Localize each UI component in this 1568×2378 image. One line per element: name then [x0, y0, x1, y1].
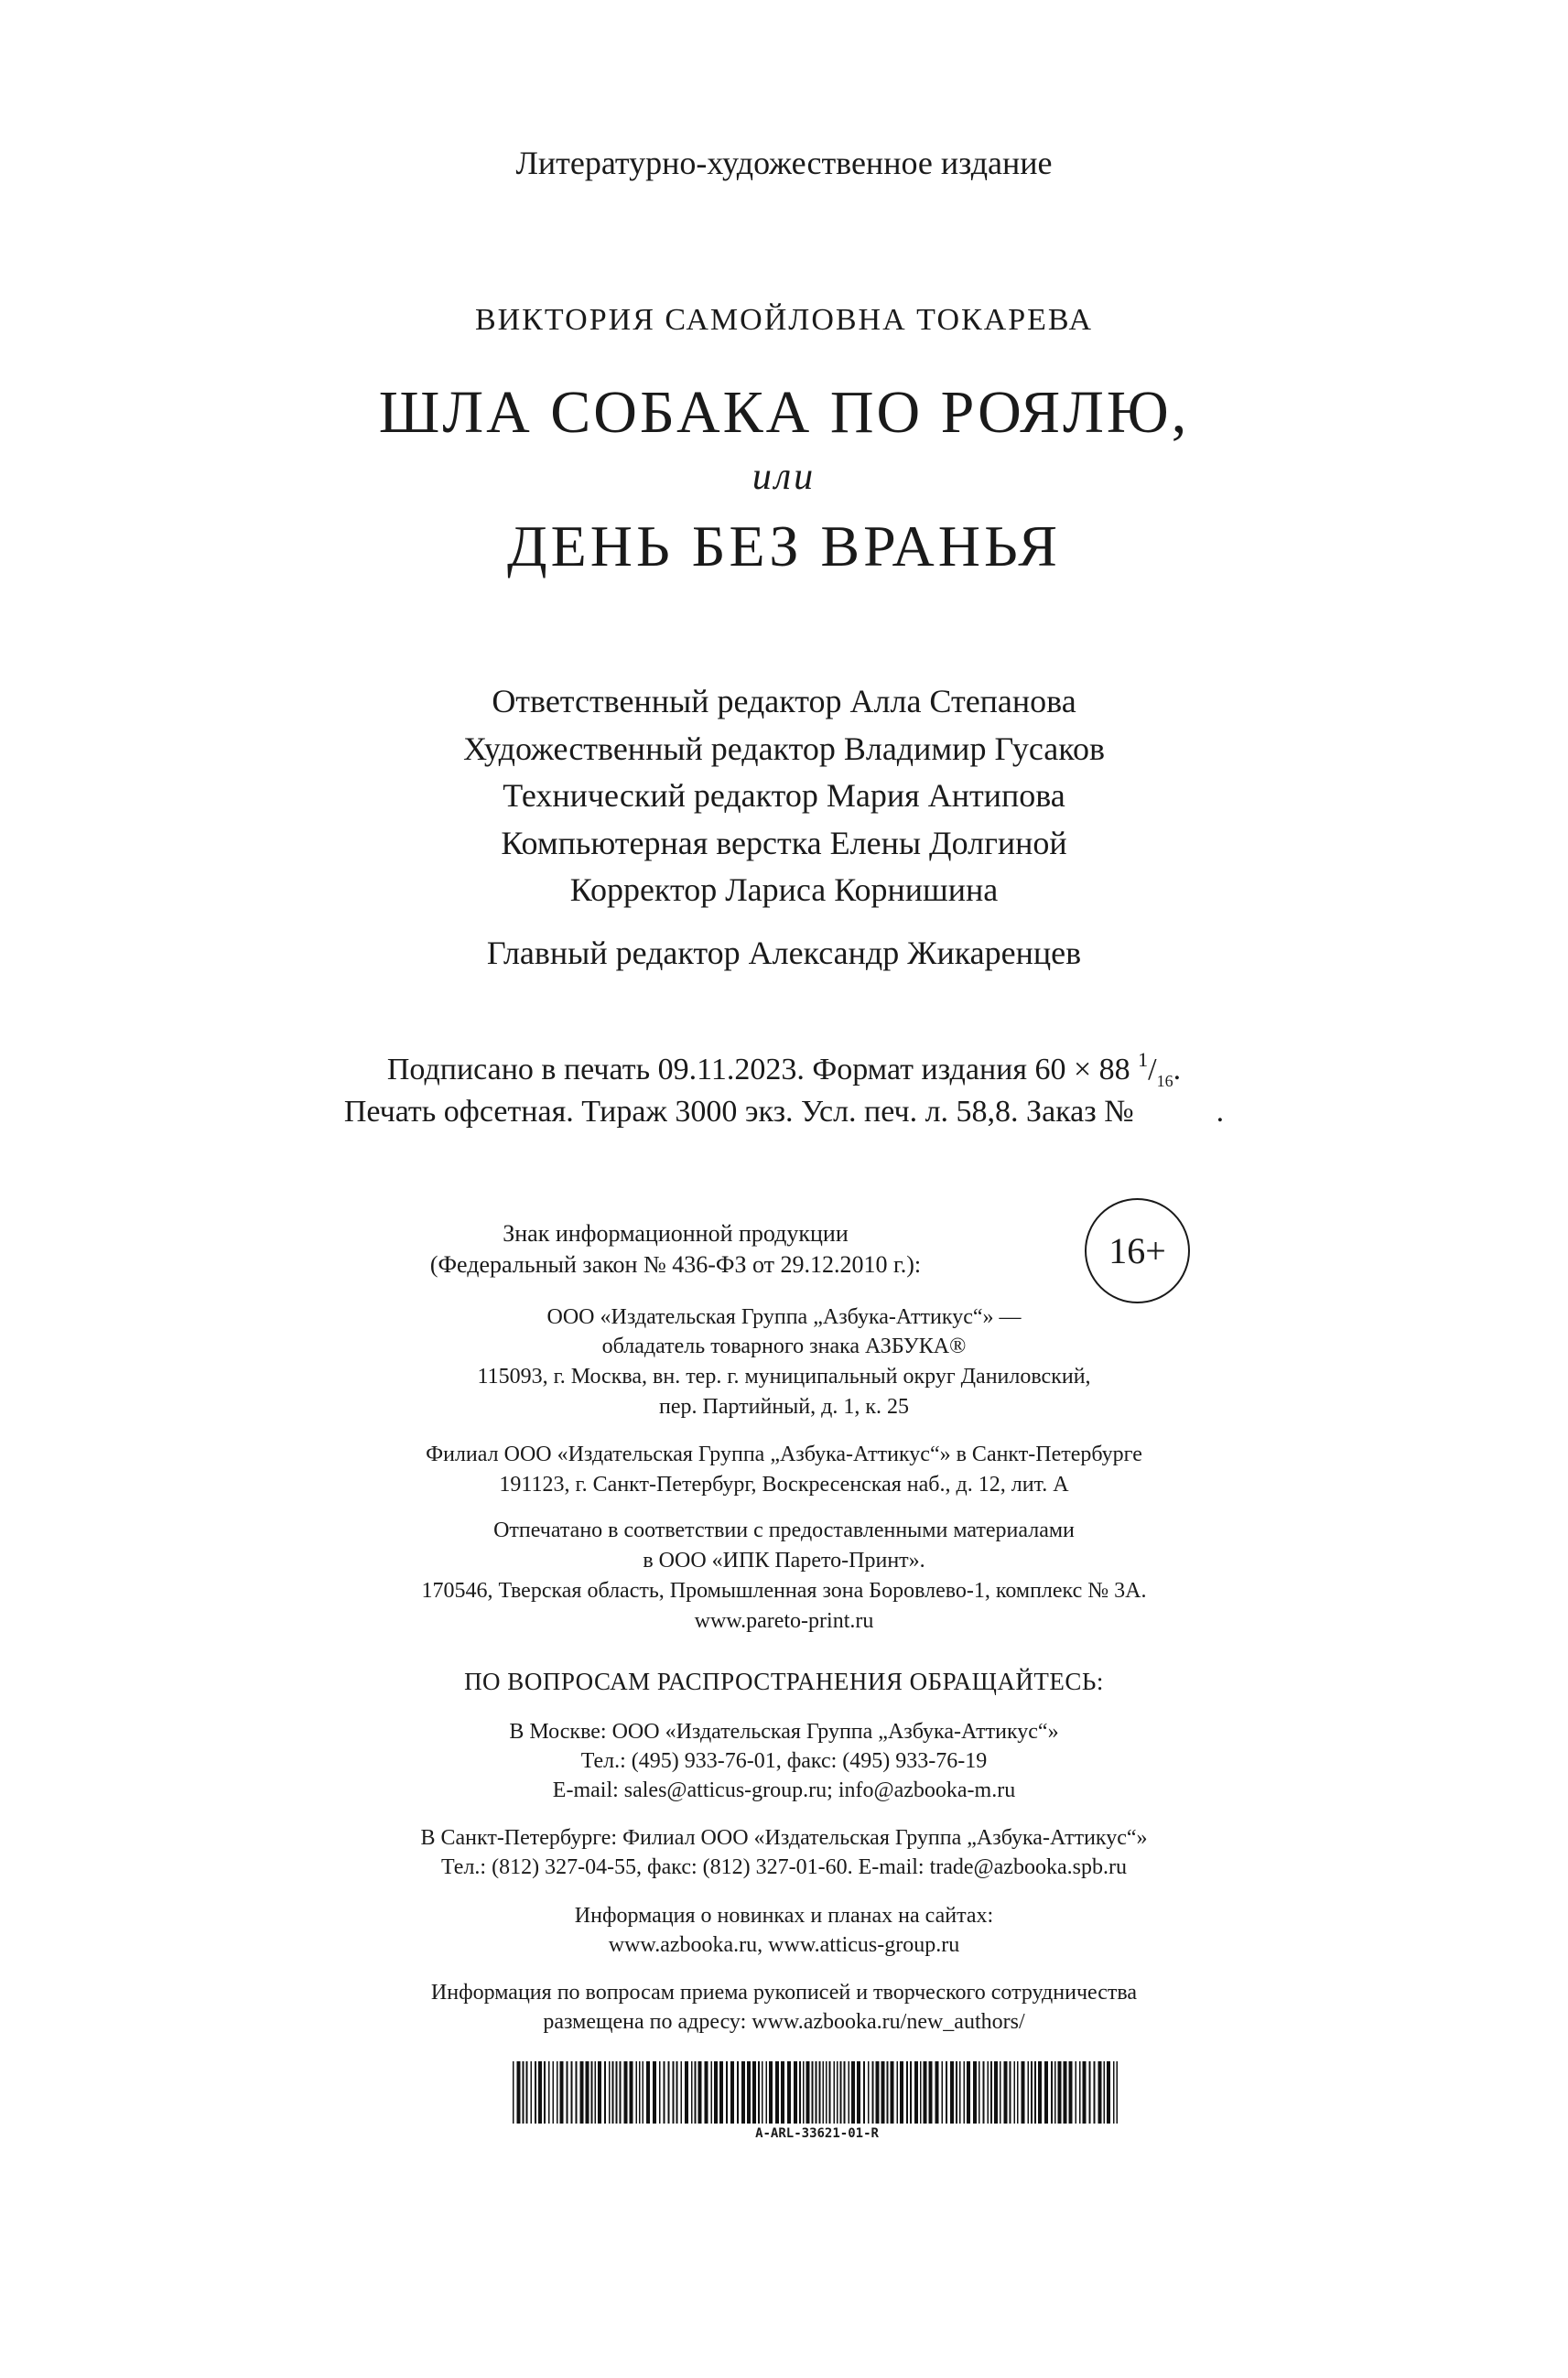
age-rating-badge-text: 16+: [1108, 1230, 1166, 1271]
distribution-moscow-line2: Тел.: (495) 933-76-01, факс: (495) 933-76-19: [580, 1749, 988, 1773]
barcode-bar: [646, 2061, 650, 2124]
barcode-bar: [920, 2061, 922, 2124]
credit-responsible-editor: Ответственный редактор Алла Степанова: [492, 683, 1076, 719]
barcode-bar: [775, 2061, 779, 2124]
barcode-bar: [1058, 2061, 1062, 2124]
barcode-bar: [523, 2061, 524, 2124]
barcode-bar: [595, 2061, 597, 2124]
barcode-bar: [834, 2061, 836, 2124]
age-rating-line1: Знак информационной продукции: [503, 1220, 849, 1247]
barcode-bar: [653, 2061, 656, 2124]
barcode-bar: [803, 2061, 805, 2124]
barcode-bar: [887, 2061, 889, 2124]
distribution-heading: ПО ВОПРОСАМ РАСПРОСТРАНЕНИЯ ОБРАЩАЙТЕСЬ:: [464, 1668, 1104, 1695]
barcode-bar: [990, 2061, 992, 2124]
barcode-bar: [531, 2061, 533, 2124]
barcode-bar: [544, 2061, 546, 2124]
barcode-bar: [1051, 2061, 1053, 2124]
barcode-bar: [964, 2061, 966, 2124]
barcode-bar: [711, 2061, 713, 2124]
barcode-bar: [819, 2061, 821, 2124]
barcode-bar: [517, 2061, 521, 2124]
publisher-line4: пер. Партийный, д. 1, к. 25: [658, 1395, 910, 1419]
barcode-bar: [616, 2061, 618, 2124]
barcode-bar: [769, 2061, 773, 2124]
barcode-bar: [876, 2061, 880, 2124]
barcode-bar: [1028, 2061, 1030, 2124]
publisher-line1: ООО «Издательская Группа „Азбука-Аттикус“» —: [546, 1305, 1022, 1329]
barcode-bar: [1014, 2061, 1016, 2124]
credit-art-editor: Художественный редактор Владимир Гусаков: [463, 730, 1105, 767]
barcode-bar: [994, 2061, 998, 2124]
barcode-bar: [910, 2061, 912, 2124]
barcode-bar: [719, 2061, 723, 2124]
barcode-bar: [535, 2061, 536, 2124]
barcode-bar: [620, 2061, 622, 2124]
book-title-or: или: [752, 456, 816, 498]
barcode-bar: [1069, 2061, 1073, 2124]
barcode-bar: [942, 2061, 944, 2124]
publisher-line3: 115093, г. Москва, вн. тер. г. муниципальный округ Даниловский,: [477, 1365, 1091, 1389]
barcode-bar: [967, 2061, 970, 2124]
barcode-bar: [737, 2061, 739, 2124]
barcode-bar: [659, 2061, 661, 2124]
barcode-bar: [695, 2061, 697, 2124]
barcode-bar: [691, 2061, 693, 2124]
barcode-bar: [863, 2061, 865, 2124]
barcode-bar: [881, 2061, 885, 2124]
age-rating-block: [0, 1194, 1568, 1295]
barcode-bar: [553, 2061, 555, 2124]
barcode-label: A-ARL-33621-01-R: [755, 2126, 879, 2141]
barcode-bar: [959, 2061, 961, 2124]
chief-editor: Главный редактор Александр Жикаренцев: [486, 935, 1082, 971]
edition-type: Литературно-художественное издание: [515, 145, 1053, 181]
barcode-bar: [1010, 2061, 1011, 2124]
barcode-bar: [1000, 2061, 1001, 2124]
barcode-bar: [988, 2061, 989, 2124]
manuscripts-line2: размещена по адресу: www.azbooka.ru/new_authors/: [543, 2010, 1025, 2034]
author-name: ВИКТОРИЯ САМОЙЛОВНА ТОКАРЕВА: [474, 303, 1094, 337]
barcode-bar: [1022, 2061, 1025, 2124]
barcode-bar: [698, 2061, 702, 2124]
barcode-bar: [557, 2061, 558, 2124]
credit-proofreader: Корректор Лариса Корнишина: [569, 871, 999, 908]
barcode-bar: [762, 2061, 763, 2124]
barcode-bar: [812, 2061, 814, 2124]
barcode-bar: [806, 2061, 810, 2124]
barcode-bar: [705, 2061, 708, 2124]
barcode-bar: [1004, 2061, 1008, 2124]
print-info-line2-end: .: [1216, 1095, 1225, 1129]
barcode-bar: [799, 2061, 801, 2124]
distribution-spb-line1: В Санкт-Петербурге: Филиал ООО «Издательская Группа „Азбука-Аттикус“»: [420, 1826, 1148, 1850]
barcode-bar: [851, 2061, 855, 2124]
websites-line1: Информация о новинках и планах на сайтах:: [574, 1904, 994, 1928]
barcode-bar: [681, 2061, 683, 2124]
printer-line2: в ООО «ИПК Парето-Принт».: [643, 1549, 925, 1573]
barcode-bar: [979, 2061, 980, 2124]
barcode-bar: [567, 2061, 568, 2124]
barcode-bar: [868, 2061, 870, 2124]
barcode-bar: [872, 2061, 874, 2124]
barcode-bar: [766, 2061, 768, 2124]
barcode-bar: [956, 2061, 957, 2124]
barcode-bar: [643, 2061, 644, 2124]
barcode-bar: [1064, 2061, 1067, 2124]
barcode-bar: [526, 2061, 528, 2124]
barcode-bar: [935, 2061, 939, 2124]
barcode-bar: [676, 2061, 678, 2124]
barcode-bar: [609, 2061, 611, 2124]
barcode-bar: [758, 2061, 760, 2124]
barcode-bar: [636, 2061, 638, 2124]
barcode-bar: [685, 2061, 688, 2124]
barcode-bar: [816, 2061, 817, 2124]
barcode-bar: [604, 2061, 606, 2124]
print-info-line2-text: Печать офсетная. Тираж 3000 экз. Усл. печ. л. 58,8. Заказ №: [343, 1095, 1134, 1129]
barcode-bar: [897, 2061, 899, 2124]
print-info-line2: [0, 1097, 1568, 1128]
barcode-bar: [840, 2061, 842, 2124]
format-fraction-numerator: 1: [1138, 1048, 1149, 1071]
barcode-bar: [1094, 2061, 1096, 2124]
barcode-bar: [741, 2061, 745, 2124]
print-info-line1-end: .: [1173, 1053, 1182, 1086]
barcode-bar: [630, 2061, 633, 2124]
barcode-bar: [1038, 2061, 1042, 2124]
printer-line3: 170546, Тверская область, Промышленная зона Боровлево-1, комплекс № 3А.: [421, 1579, 1147, 1603]
barcode-bar: [548, 2061, 550, 2124]
age-rating-badge: [1085, 1198, 1190, 1303]
barcode-bar: [1076, 2061, 1077, 2124]
barcode-bar: [538, 2061, 542, 2124]
barcode-bar: [624, 2061, 628, 2124]
barcode-bar: [747, 2061, 751, 2124]
barcode-bar: [1017, 2061, 1019, 2124]
barcode-bar: [900, 2061, 903, 2124]
printer-website: www.pareto-print.ru: [694, 1609, 874, 1633]
distribution-moscow-line3: E-mail: sales@atticus-group.ru; info@azbooka-m.ru: [552, 1778, 1016, 1802]
barcode-bar: [668, 2061, 670, 2124]
barcode-bar: [781, 2061, 784, 2124]
barcode-bar: [950, 2061, 954, 2124]
barcode-bar: [576, 2061, 578, 2124]
print-info-line1-text: Подписано в печать 09.11.2023. Формат издания 60 × 88: [386, 1053, 1139, 1086]
book-title-line1: ШЛА СОБАКА ПО РОЯЛЮ,: [378, 379, 1190, 446]
barcode-bar: [1117, 2061, 1119, 2124]
barcode-bar: [714, 2061, 718, 2124]
barcode-bar: [1031, 2061, 1033, 2124]
manuscripts-line1: Информация по вопросам приема рукописей и творческого сотрудничества: [430, 1981, 1138, 2005]
print-info-line1: [0, 1050, 1568, 1089]
barcode-bar: [1034, 2061, 1036, 2124]
barcode-bar: [513, 2061, 514, 2124]
barcode-bar: [787, 2061, 791, 2124]
barcode-bar: [730, 2061, 734, 2124]
barcode-bar: [1113, 2061, 1115, 2124]
websites-line2: www.azbooka.ru, www.atticus-group.ru: [608, 1933, 960, 1957]
barcode-bar: [857, 2061, 860, 2124]
barcode-bar: [1107, 2061, 1110, 2124]
book-title-line2: ДЕНЬ БЕЗ ВРАНЬЯ: [507, 513, 1061, 578]
branch-line1: Филиал ООО «Издательская Группа „Азбука-Аттикус“» в Санкт-Петербурге: [426, 1443, 1142, 1466]
distribution-spb-line2: Тел.: (812) 327-04-55, факс: (812) 327-01-60. E-mail: trade@azbooka.spb.ru: [441, 1855, 1127, 1879]
barcode-bar: [752, 2061, 756, 2124]
barcode-bar: [1089, 2061, 1091, 2124]
format-fraction-slash: /: [1148, 1053, 1157, 1086]
barcode-bar: [924, 2061, 927, 2124]
barcode-bar: [973, 2061, 977, 2124]
barcode-bar: [664, 2061, 665, 2124]
branch-line2: 191123, г. Санкт-Петербург, Воскресенская наб., д. 12, лит. А: [499, 1473, 1069, 1497]
barcode-bar: [983, 2061, 985, 2124]
barcode-bar: [1083, 2061, 1087, 2124]
barcode-bar: [946, 2061, 947, 2124]
barcode-bar: [837, 2061, 838, 2124]
barcode-bar: [586, 2061, 589, 2124]
barcode: [513, 2061, 1121, 2153]
barcode-bar: [1079, 2061, 1081, 2124]
barcode-bar: [929, 2061, 933, 2124]
barcode-bar: [673, 2061, 675, 2124]
barcode-bar: [826, 2061, 827, 2124]
barcode-bar: [1098, 2061, 1102, 2124]
barcode-bar: [726, 2061, 728, 2124]
distribution-moscow-line1: В Москве: ООО «Издательская Группа „Азбука-Аттикус“»: [509, 1720, 1059, 1744]
barcode-bar: [829, 2061, 831, 2124]
barcode-bar: [612, 2061, 614, 2124]
barcode-bar: [560, 2061, 564, 2124]
publisher-line2: обладатель товарного знака АЗБУКА®: [601, 1335, 967, 1358]
barcode-bar: [1054, 2061, 1056, 2124]
barcode-bar: [598, 2061, 601, 2124]
printer-line1: Отпечатано в соответствии с предоставленными материалами: [493, 1519, 1075, 1542]
barcode-bar: [794, 2061, 797, 2124]
credit-technical-editor: Технический редактор Мария Антипова: [503, 777, 1065, 814]
barcode-bar: [591, 2061, 593, 2124]
age-rating-line2: (Федеральный закон № 436-ФЗ от 29.12.2010 г.):: [429, 1251, 922, 1278]
barcode-bar: [639, 2061, 641, 2124]
credit-layout: Компьютерная верстка Елены Долгиной: [501, 825, 1067, 861]
barcode-bar: [580, 2061, 584, 2124]
barcode-bar: [1044, 2061, 1048, 2124]
barcode-bar: [844, 2061, 846, 2124]
barcode-bar: [571, 2061, 573, 2124]
barcode-bar: [849, 2061, 850, 2124]
barcode-bar: [891, 2061, 894, 2124]
barcode-bar: [823, 2061, 825, 2124]
barcode-bar: [906, 2061, 908, 2124]
format-fraction-denominator: 16: [1156, 1072, 1173, 1090]
barcode-bar: [1104, 2061, 1106, 2124]
barcode-bars: [513, 2061, 1121, 2124]
barcode-bar: [914, 2061, 918, 2124]
